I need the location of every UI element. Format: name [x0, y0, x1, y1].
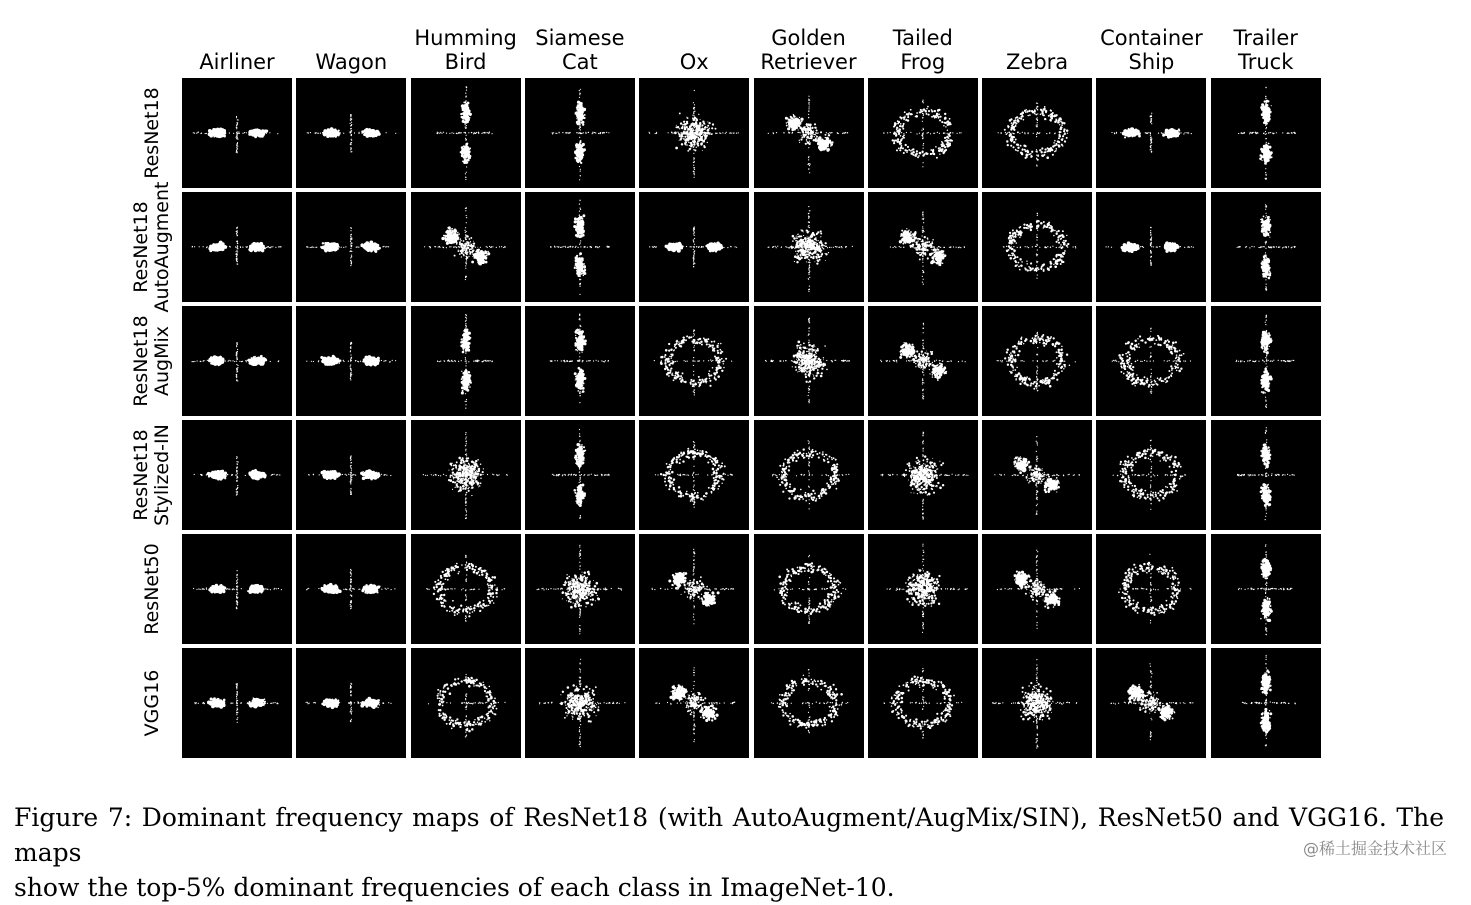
- frequency-map-dots: [525, 192, 635, 302]
- frequency-map-dots: [1096, 78, 1206, 188]
- frequency-map-dots: [1096, 648, 1206, 758]
- frequency-map-cell: [1211, 534, 1321, 644]
- row-label: ResNet18: [127, 68, 177, 198]
- frequency-map-dots: [1211, 306, 1321, 416]
- frequency-map-cell: [868, 78, 978, 188]
- frequency-map-dots: [411, 420, 521, 530]
- frequency-map-dots: [296, 648, 406, 758]
- frequency-map-cell: [754, 78, 864, 188]
- frequency-map-cell: [296, 192, 406, 302]
- frequency-map-cell: [868, 534, 978, 644]
- frequency-map-dots: [411, 648, 521, 758]
- frequency-map-dots: [982, 306, 1092, 416]
- frequency-map-dots: [754, 534, 864, 644]
- frequency-map-dots: [525, 534, 635, 644]
- frequency-map-dots: [1096, 306, 1206, 416]
- frequency-map-cell: [868, 420, 978, 530]
- frequency-map-dots: [754, 306, 864, 416]
- frequency-map-cell: [1096, 192, 1206, 302]
- frequency-map-dots: [1096, 420, 1206, 530]
- frequency-map-dots: [982, 648, 1092, 758]
- frequency-map-cell: [982, 534, 1092, 644]
- frequency-map-dots: [868, 78, 978, 188]
- frequency-map-cell: [182, 420, 292, 530]
- frequency-map-cell: [1096, 420, 1206, 530]
- frequency-map-dots: [982, 78, 1092, 188]
- row-label: ResNet50: [127, 524, 177, 654]
- frequency-map-cell: [296, 78, 406, 188]
- frequency-map-cell: [1096, 78, 1206, 188]
- frequency-map-cell: [182, 192, 292, 302]
- frequency-map-dots: [1211, 78, 1321, 188]
- column-label: Wagon: [286, 20, 416, 74]
- frequency-map-dots: [182, 648, 292, 758]
- frequency-map-cell: [982, 648, 1092, 758]
- frequency-map-dots: [411, 78, 521, 188]
- frequency-map-dots: [982, 420, 1092, 530]
- frequency-map-cell: [296, 306, 406, 416]
- frequency-map-cell: [525, 78, 635, 188]
- frequency-map-cell: [754, 534, 864, 644]
- frequency-map-dots: [182, 534, 292, 644]
- caption-line-1: Figure 7: Dominant frequency maps of ResNet18 (with AutoAugment/AugMix/SIN), ResNet50 and VGG16. The maps: [14, 800, 1444, 870]
- frequency-map-cell: [754, 306, 864, 416]
- frequency-map-dots: [868, 534, 978, 644]
- row-label: ResNet18 AugMix: [127, 296, 177, 426]
- caption-line-2: show the top-5% dominant frequencies of each class in ImageNet-10.: [14, 870, 1444, 905]
- frequency-map-cell: [754, 648, 864, 758]
- frequency-map-cell: [296, 420, 406, 530]
- frequency-map-dots: [639, 420, 749, 530]
- watermark: @稀土掘金技术社区: [1303, 836, 1447, 859]
- frequency-map-dots: [182, 306, 292, 416]
- frequency-map-cell: [639, 192, 749, 302]
- frequency-map-cell: [868, 192, 978, 302]
- frequency-map-dots: [868, 306, 978, 416]
- frequency-map-cell: [411, 534, 521, 644]
- frequency-map-dots: [754, 78, 864, 188]
- column-label: Container Ship: [1086, 20, 1216, 74]
- frequency-map-dots: [639, 534, 749, 644]
- frequency-map-cell: [182, 534, 292, 644]
- frequency-map-dots: [754, 648, 864, 758]
- frequency-map-cell: [1096, 534, 1206, 644]
- frequency-map-cell: [1211, 306, 1321, 416]
- frequency-map-dots: [525, 78, 635, 188]
- frequency-map-dots: [1211, 420, 1321, 530]
- frequency-map-cell: [868, 306, 978, 416]
- frequency-map-cell: [411, 648, 521, 758]
- frequency-map-cell: [639, 420, 749, 530]
- frequency-map-dots: [982, 192, 1092, 302]
- frequency-map-cell: [296, 648, 406, 758]
- column-label: Tailed Frog: [858, 20, 988, 74]
- frequency-map-dots: [1211, 192, 1321, 302]
- frequency-map-dots: [296, 420, 406, 530]
- row-label: ResNet18 Stylized-IN: [127, 410, 177, 540]
- frequency-map-cell: [411, 192, 521, 302]
- column-label: Golden Retriever: [744, 20, 874, 74]
- frequency-map-cell: [982, 306, 1092, 416]
- column-label: Humming Bird: [401, 20, 531, 74]
- frequency-map-dots: [868, 192, 978, 302]
- frequency-map-cell: [411, 306, 521, 416]
- frequency-map-cell: [1211, 192, 1321, 302]
- frequency-map-cell: [525, 648, 635, 758]
- frequency-map-cell: [639, 306, 749, 416]
- frequency-map-cell: [525, 192, 635, 302]
- frequency-map-cell: [639, 648, 749, 758]
- frequency-map-cell: [868, 648, 978, 758]
- frequency-map-cell: [1096, 648, 1206, 758]
- frequency-map-dots: [296, 306, 406, 416]
- frequency-map-dots: [296, 78, 406, 188]
- frequency-map-cell: [1211, 420, 1321, 530]
- frequency-map-cell: [982, 192, 1092, 302]
- column-label: Airliner: [172, 20, 302, 74]
- frequency-map-cell: [525, 420, 635, 530]
- frequency-map-dots: [639, 306, 749, 416]
- figure-caption: [14, 800, 1444, 905]
- frequency-map-dots: [525, 648, 635, 758]
- frequency-map-dots: [868, 420, 978, 530]
- frequency-map-dots: [1211, 648, 1321, 758]
- frequency-map-dots: [1211, 534, 1321, 644]
- frequency-map-dots: [296, 534, 406, 644]
- frequency-map-cell: [525, 534, 635, 644]
- column-label: Trailer Truck: [1201, 20, 1331, 74]
- frequency-map-cell: [754, 420, 864, 530]
- frequency-map-dots: [639, 648, 749, 758]
- frequency-map-cell: [754, 192, 864, 302]
- frequency-map-dots: [182, 78, 292, 188]
- frequency-map-cell: [1211, 648, 1321, 758]
- frequency-map-dots: [639, 78, 749, 188]
- frequency-map-cell: [182, 648, 292, 758]
- frequency-map-cell: [1096, 306, 1206, 416]
- frequency-map-dots: [411, 306, 521, 416]
- frequency-map-dots: [296, 192, 406, 302]
- frequency-map-dots: [411, 192, 521, 302]
- frequency-map-dots: [1096, 534, 1206, 644]
- row-label: ResNet18 AutoAugment: [127, 182, 177, 312]
- frequency-map-cell: [182, 78, 292, 188]
- frequency-map-cell: [296, 534, 406, 644]
- frequency-map-cell: [525, 306, 635, 416]
- frequency-map-dots: [1096, 192, 1206, 302]
- frequency-map-cell: [411, 420, 521, 530]
- frequency-map-cell: [639, 534, 749, 644]
- frequency-map-cell: [982, 420, 1092, 530]
- frequency-map-cell: [639, 78, 749, 188]
- row-label: VGG16: [127, 638, 177, 768]
- frequency-map-cell: [182, 306, 292, 416]
- column-label: Siamese Cat: [515, 20, 645, 74]
- frequency-map-dots: [182, 192, 292, 302]
- frequency-map-dots: [525, 420, 635, 530]
- frequency-map-cell: [1211, 78, 1321, 188]
- frequency-map-dots: [868, 648, 978, 758]
- frequency-map-dots: [754, 420, 864, 530]
- column-label: Zebra: [972, 20, 1102, 74]
- column-label: Ox: [629, 20, 759, 74]
- frequency-map-dots: [525, 306, 635, 416]
- frequency-map-dots: [754, 192, 864, 302]
- frequency-map-cell: [411, 78, 521, 188]
- frequency-map-dots: [982, 534, 1092, 644]
- frequency-map-cell: [982, 78, 1092, 188]
- frequency-map-dots: [182, 420, 292, 530]
- frequency-map-dots: [411, 534, 521, 644]
- frequency-map-dots: [639, 192, 749, 302]
